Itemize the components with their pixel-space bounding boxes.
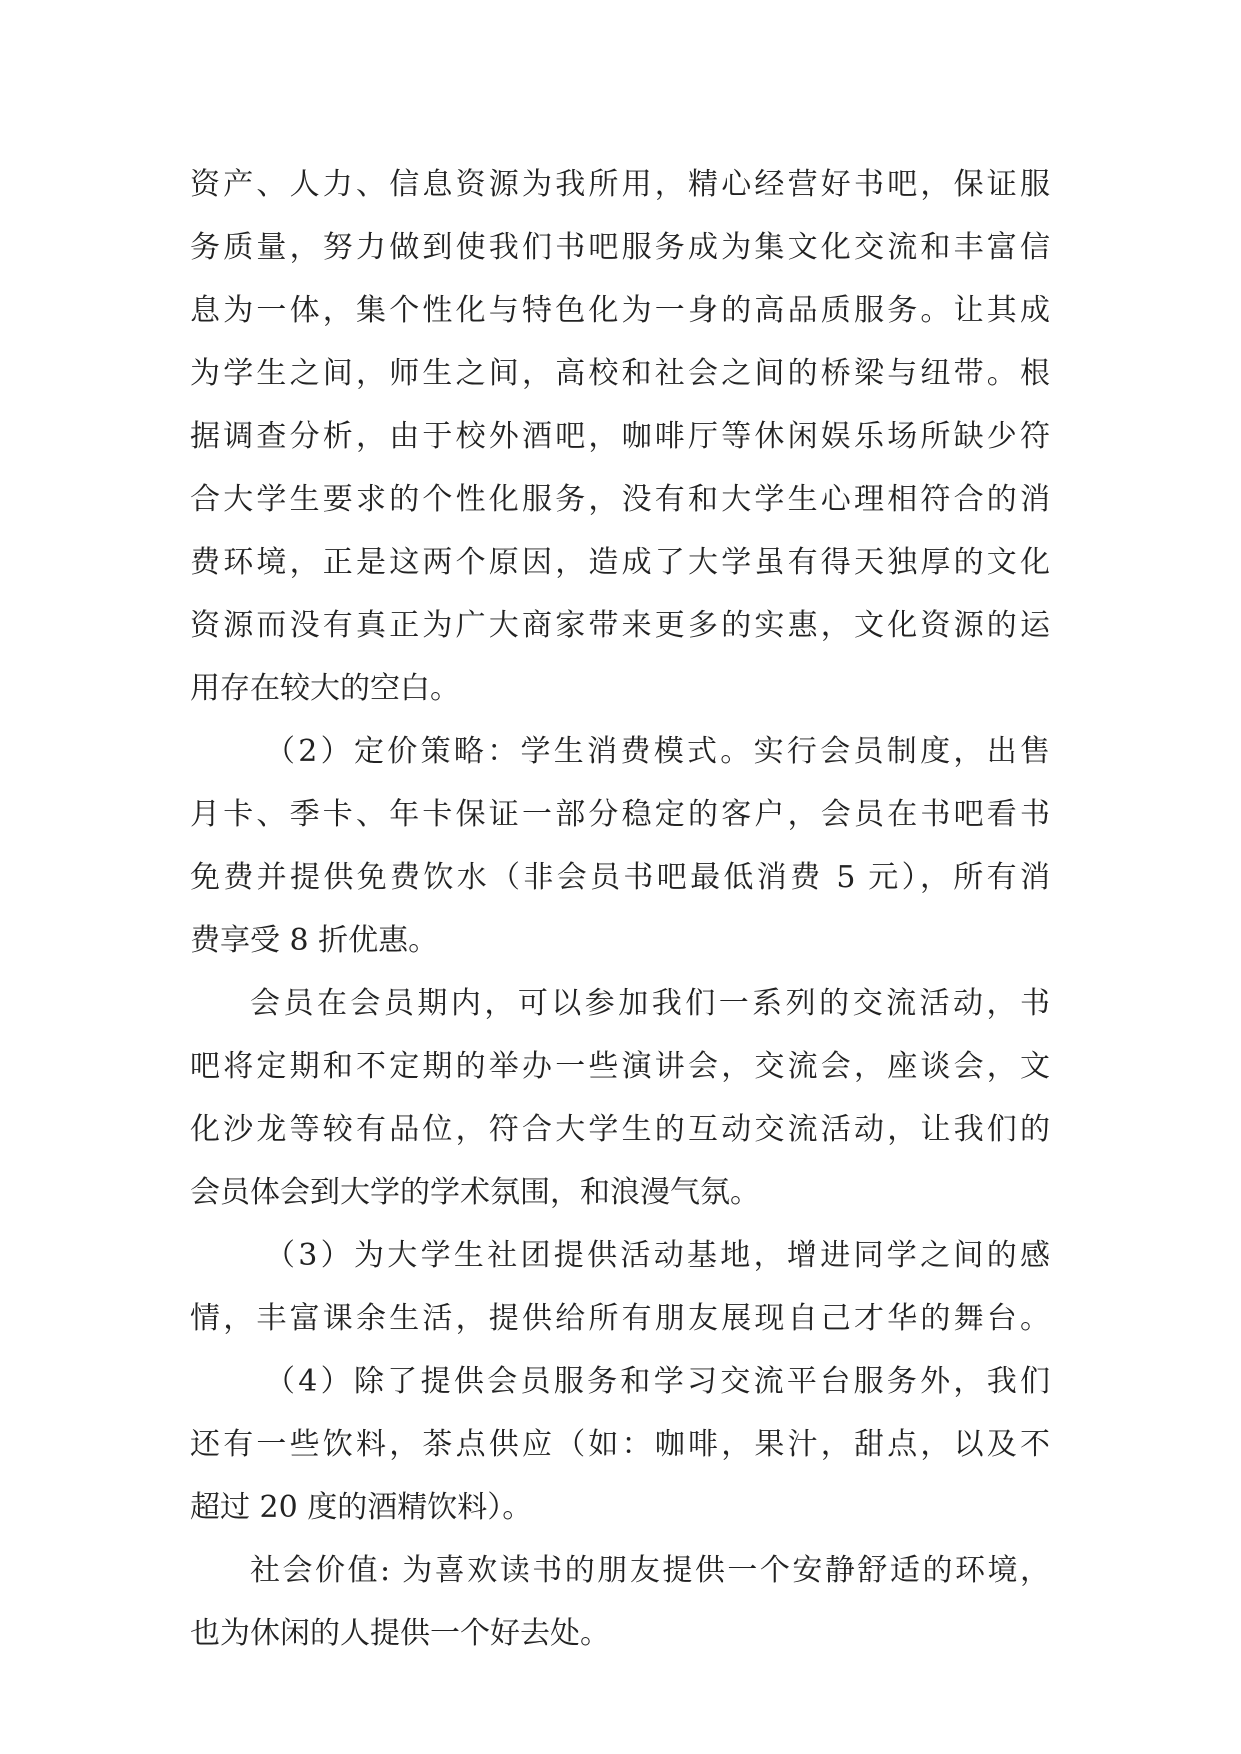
text-line: 情，丰富课余生活，提供给所有朋友展现自己才华的舞台。 [190, 1301, 1050, 1336]
text-line: 超过 20 度的酒精饮料）。 [190, 1490, 533, 1525]
text-line: 会员体会到大学的学术氛围，和浪漫气氛。 [190, 1175, 760, 1210]
text-line: 为学生之间，师生之间，高校和社会之间的桥梁与纽带。根 [190, 356, 1050, 391]
paragraph-2 [190, 720, 1050, 972]
paragraph-3 [190, 972, 1050, 1224]
paragraph-5 [190, 1350, 1050, 1539]
text-line: 还有一些饮料，茶点供应（如：咖啡，果汁，甜点，以及不 [190, 1427, 1050, 1462]
text-line: （3）为大学生社团提供活动基地，增进同学之间的感 [265, 1238, 1050, 1273]
paragraph-6 [190, 1539, 1050, 1665]
text-line: 也为休闲的人提供一个好去处。 [190, 1616, 610, 1651]
paragraph-1 [190, 153, 1050, 720]
text-line: 务质量，努力做到使我们书吧服务成为集文化交流和丰富信 [190, 230, 1050, 265]
text-line: 费环境，正是这两个原因，造成了大学虽有得天独厚的文化 [190, 545, 1050, 580]
text-line: 资产、人力、信息资源为我所用，精心经营好书吧，保证服 [190, 167, 1050, 202]
paragraph-4 [190, 1224, 1050, 1350]
text-line: 社会价值: 为喜欢读书的朋友提供一个安静舒适的环境， [250, 1553, 1050, 1588]
text-line: 免费并提供免费饮水（非会员书吧最低消费 5 元），所有消 [190, 860, 1050, 895]
text-line: （4）除了提供会员服务和学习交流平台服务外，我们 [265, 1364, 1050, 1399]
text-line: 月卡、季卡、年卡保证一部分稳定的客户，会员在书吧看书 [190, 797, 1050, 832]
text-line: 资源而没有真正为广大商家带来更多的实惠，文化资源的运 [190, 608, 1050, 643]
text-line: 费享受 8 折优惠。 [190, 923, 439, 958]
text-line: 会员在会员期内，可以参加我们一系列的交流活动，书 [250, 986, 1050, 1021]
text-line: 合大学生要求的个性化服务，没有和大学生心理相符合的消 [190, 482, 1050, 517]
text-line: 化沙龙等较有品位，符合大学生的互动交流活动，让我们的 [190, 1112, 1050, 1147]
document-body [190, 153, 1050, 1665]
text-line: （2）定价策略：学生消费模式。实行会员制度，出售 [265, 734, 1050, 769]
text-line: 息为一体，集个性化与特色化为一身的高品质服务。让其成 [190, 293, 1050, 328]
text-line: 用存在较大的空白。 [190, 671, 460, 706]
text-line: 吧将定期和不定期的举办一些演讲会，交流会，座谈会，文 [190, 1049, 1050, 1084]
text-line: 据调查分析，由于校外酒吧，咖啡厅等休闲娱乐场所缺少符 [190, 419, 1050, 454]
